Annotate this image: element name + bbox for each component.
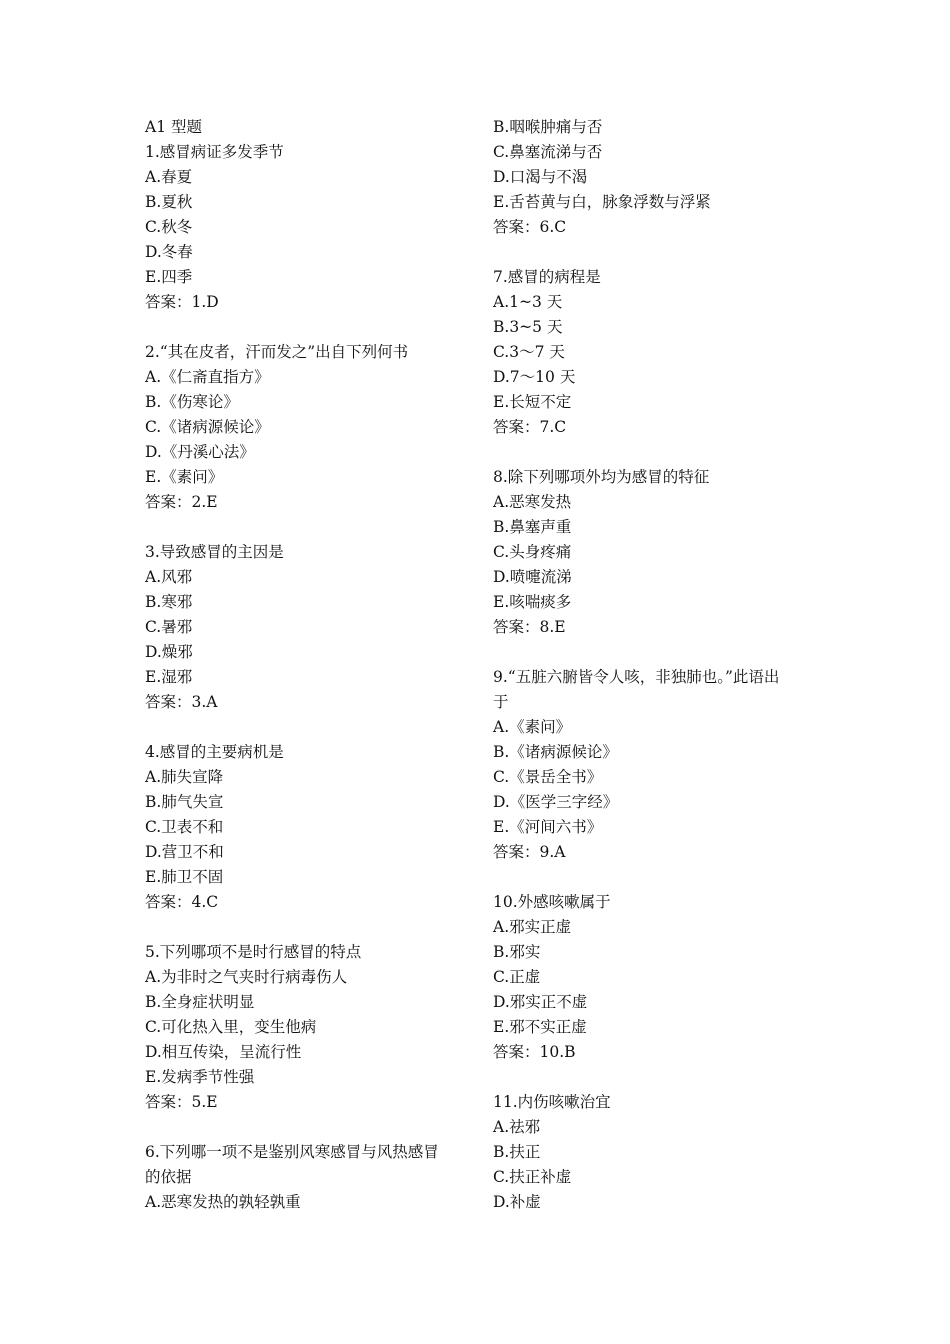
answer-line: 答案：8.E [493,618,566,636]
blank-line [493,1065,823,1090]
answer-line: 答案：4.C [145,893,219,911]
option-line: C.头身疼痛 [493,543,572,561]
question-line: 6.下列哪一项不是鉴别风寒感冒与风热感冒 [145,1143,439,1161]
left-column [145,115,475,1215]
question-line: 7.感冒的病程是 [493,268,601,286]
option-line: D.喷嚏流涕 [493,568,572,586]
option-line: B.夏秋 [145,193,193,211]
option-line: B.咽喉肿痛与否 [493,118,603,136]
question-line: 3.导致感冒的主因是 [145,543,284,561]
question-line: 1.感冒病证多发季节 [145,143,284,161]
option-line: A.《仁斋直指方》 [145,368,270,386]
question-line: 4.感冒的主要病机是 [145,743,284,761]
blank-line [145,1115,475,1140]
option-line: C.暑邪 [145,618,193,636]
option-line: C.秋冬 [145,218,193,236]
blank-line [145,315,475,340]
option-line: C.卫表不和 [145,818,224,836]
option-line: C.3～7 天 [493,343,565,361]
option-line: A.祛邪 [493,1118,541,1136]
answer-line: 答案：5.E [145,1093,218,1111]
option-line: D.相互传染，呈流行性 [145,1043,302,1061]
text-line: 于 [493,693,509,711]
option-line: A.邪实正虚 [493,918,572,936]
option-line: A.恶寒发热的孰轻孰重 [145,1193,301,1211]
answer-line: 答案：9.A [493,843,566,861]
option-line: A.《素问》 [493,718,572,736]
option-line: D.营卫不和 [145,843,224,861]
option-line: A.1~3 天 [493,293,563,311]
text-line: 的依据 [145,1168,192,1186]
option-line: B.肺气失宣 [145,793,224,811]
answer-line: 答案：3.A [145,693,218,711]
option-line: D.7～10 天 [493,368,576,386]
option-line: E.《河间六书》 [493,818,603,836]
question-line: 2.“其在皮者，汗而发之”出自下列何书 [145,343,409,361]
blank-line [493,440,823,465]
option-line: C.正虚 [493,968,541,986]
option-line: C.《景岳全书》 [493,768,603,786]
option-line: C.《诸病源候论》 [145,418,270,436]
option-line: A.春夏 [145,168,193,186]
section-heading: A1 型题 [145,118,202,136]
option-line: A.风邪 [145,568,193,586]
option-line: D.《医学三字经》 [493,793,619,811]
blank-line [145,715,475,740]
answer-line: 答案：10.B [493,1043,576,1061]
option-line: A.为非时之气夹时行病毒伤人 [145,968,348,986]
option-line: D.《丹溪心法》 [145,443,255,461]
option-line: C.可化热入里，变生他病 [145,1018,317,1036]
answer-line: 答案：1.D [145,293,219,311]
option-line: C.扶正补虚 [493,1168,572,1186]
option-line: E.长短不定 [493,393,572,411]
option-line: B.寒邪 [145,593,193,611]
blank-line [145,915,475,940]
option-line: B.鼻塞声重 [493,518,572,536]
answer-line: 答案：2.E [145,493,218,511]
option-line: D.口渴与不渴 [493,168,588,186]
option-line: E.舌苔黄与白，脉象浮数与浮紧 [493,193,711,211]
option-line: B.扶正 [493,1143,541,1161]
option-line: A.恶寒发热 [493,493,572,511]
option-line: E.四季 [145,268,193,286]
option-line: B.全身症状明显 [145,993,255,1011]
question-line: 11.内伤咳嗽治宜 [493,1093,611,1111]
option-line: C.鼻塞流涕与否 [493,143,603,161]
right-column [493,115,823,1215]
option-line: D.燥邪 [145,643,193,661]
blank-line [145,515,475,540]
question-line: 8.除下列哪项外均为感冒的特征 [493,468,710,486]
option-line: D.补虚 [493,1193,541,1211]
option-line: D.邪实正不虚 [493,993,588,1011]
option-line: E.肺卫不固 [145,868,224,886]
option-line: A.肺失宣降 [145,768,224,786]
option-line: B.3~5 天 [493,318,563,336]
option-line: E.发病季节性强 [145,1068,255,1086]
blank-line [493,640,823,665]
answer-line: 答案：6.C [493,218,567,236]
option-line: E.《素问》 [145,468,224,486]
option-line: D.冬春 [145,243,193,261]
blank-line [493,240,823,265]
blank-line [493,865,823,890]
question-line: 5.下列哪项不是时行感冒的特点 [145,943,362,961]
option-line: E.湿邪 [145,668,193,686]
answer-line: 答案：7.C [493,418,567,436]
option-line: E.邪不实正虚 [493,1018,587,1036]
option-line: E.咳喘痰多 [493,593,572,611]
option-line: B.邪实 [493,943,541,961]
question-line: 10.外感咳嗽属于 [493,893,611,911]
option-line: B.《诸病源候论》 [493,743,618,761]
option-line: B.《伤寒论》 [145,393,239,411]
question-line: 9.“五脏六腑皆令人咳，非独肺也。”此语出 [493,668,780,686]
